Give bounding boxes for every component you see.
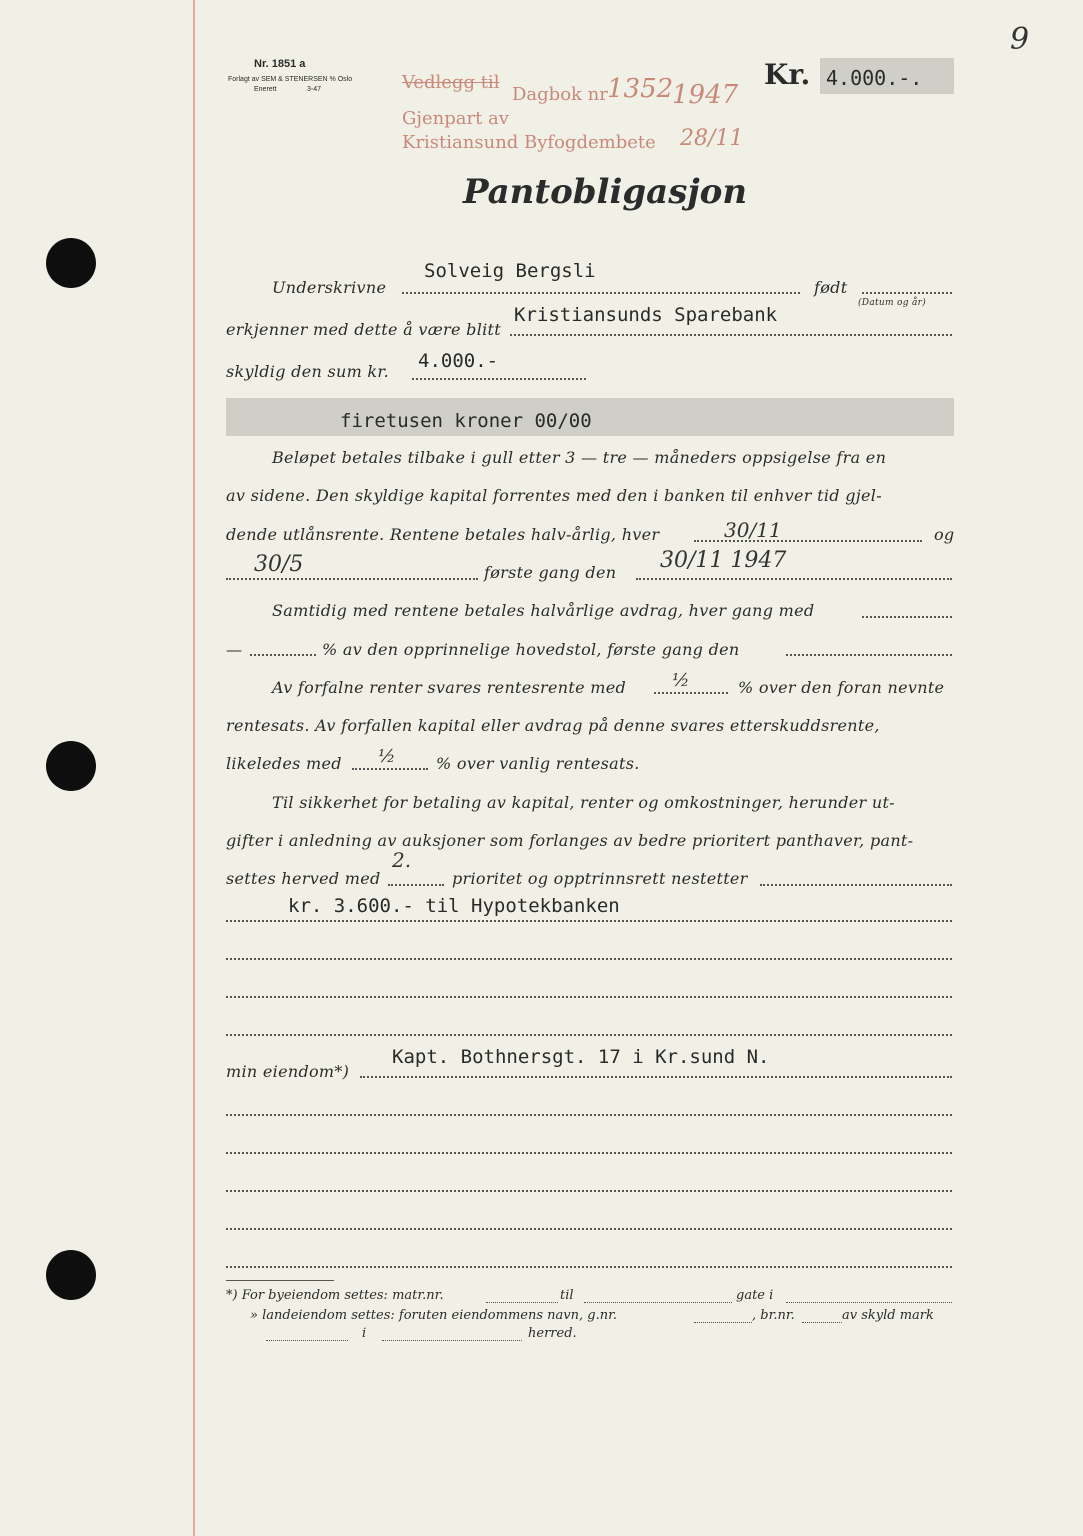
footnote-line: , br.nr.: [752, 1308, 795, 1323]
page-number: 9: [1010, 22, 1030, 57]
late-rate: ½: [378, 746, 396, 767]
text-line: Beløpet betales tilbake i gull etter 3 — tre — måneders oppsigelse fra en: [272, 448, 887, 467]
publisher-enerett: Enerett: [254, 86, 277, 93]
text-line: likeledes med: [226, 754, 342, 773]
stamp-dagbok: Dagbok nr: [512, 84, 608, 105]
creditor-name: Kristiansunds Sparebank: [514, 304, 778, 326]
text-line: settes herved med: [226, 869, 381, 888]
margin-rule: [193, 0, 195, 1536]
interest-date: 30/11: [724, 518, 782, 542]
amount-words: firetusen kroner 00/00: [340, 410, 592, 432]
document-title: Pantobligasjon: [463, 172, 748, 212]
fodt-label: født: [814, 278, 848, 297]
debtor-name: Solveig Bergsli: [424, 260, 596, 282]
binder-hole: [46, 1250, 96, 1300]
footnote-line: av skyld mark: [842, 1308, 934, 1323]
datum-note: (Datum og år): [858, 298, 927, 308]
footnote-line: til: [560, 1288, 574, 1303]
stamp-office: Kristiansund Byfogdembete: [402, 132, 656, 153]
stamp-gjenpart: Gjenpart av: [402, 108, 509, 129]
dagbok-number: 1352: [607, 74, 674, 104]
sum-value: 4.000.-: [418, 350, 499, 372]
amount-value: 4.000.-.: [826, 66, 923, 90]
text-line: % over den foran nevnte: [738, 678, 945, 697]
publisher-date: 3-47: [307, 86, 322, 93]
footnote-line: *) For byeiendom settes: matr.nr.: [226, 1288, 444, 1303]
creditor-label: erkjenner med dette å være blitt: [226, 320, 501, 339]
installment-dash: —: [226, 640, 243, 659]
text-line: % av den opprinnelige hovedstol, første gang den: [322, 640, 740, 659]
dagbok-year: 1947: [672, 80, 739, 110]
text-line: Samtidig med rentene betales halvårlige avdrag, hver gang med: [272, 601, 815, 620]
footnote-line: gate i: [736, 1288, 774, 1303]
text-line: dende utlånsrente. Rentene betales halv-årlig, hver: [226, 525, 660, 544]
text-line: av sidene. Den skyldige kapital forrentes med den i banken til enhver tid gjel-: [226, 486, 882, 505]
amount-label: Kr.: [764, 58, 811, 91]
text-line: Til sikkerhet for betaling av kapital, renter og omkostninger, herunder ut-: [272, 793, 895, 812]
stamp-vedlegg: Vedlegg til: [402, 72, 500, 93]
underskrivne-label: Underskrivne: [272, 278, 387, 297]
text-line: % over vanlig rentesats.: [436, 754, 640, 773]
stamp-date: 28/11: [680, 126, 744, 151]
text-line: og: [934, 525, 955, 544]
first-time-label: første gang den: [484, 563, 617, 582]
property-address: Kapt. Bothnersgt. 17 i Kr.sund N.: [392, 1046, 770, 1068]
text-line: gifter i anledning av auksjoner som forlanges av bedre prioritert panthaver, pant-: [226, 831, 914, 850]
property-label: min eiendom*): [226, 1062, 350, 1081]
text-line: Av forfalne renter svares rentesrente med: [272, 678, 627, 697]
sum-label: skyldig den sum kr.: [226, 362, 389, 381]
text-line: rentesats. Av forfallen kapital eller avdrag på denne svares etterskuddsrente,: [226, 716, 880, 735]
interest-date-2: 30/5: [254, 552, 304, 577]
prior-claim: kr. 3.600.- til Hypotekbanken: [288, 895, 620, 917]
footnote-rule: [226, 1280, 334, 1281]
text-line: prioritet og opptrinnsrett nestetter: [452, 869, 748, 888]
form-number: Nr. 1851 a: [254, 58, 306, 70]
binder-hole: [46, 741, 96, 791]
footnote-line: i: [362, 1326, 367, 1341]
binder-hole: [46, 238, 96, 288]
compound-rate: ½: [672, 670, 690, 691]
footnote-line: » landeiendom settes: foruten eiendommens navn, g.nr.: [250, 1308, 617, 1323]
priority-value: 2.: [392, 848, 412, 872]
publisher-line: Forlagt av SEM & STENERSEN % Oslo: [228, 76, 353, 83]
first-date: 30/11 1947: [660, 548, 787, 573]
footnote-line: herred.: [528, 1326, 577, 1341]
